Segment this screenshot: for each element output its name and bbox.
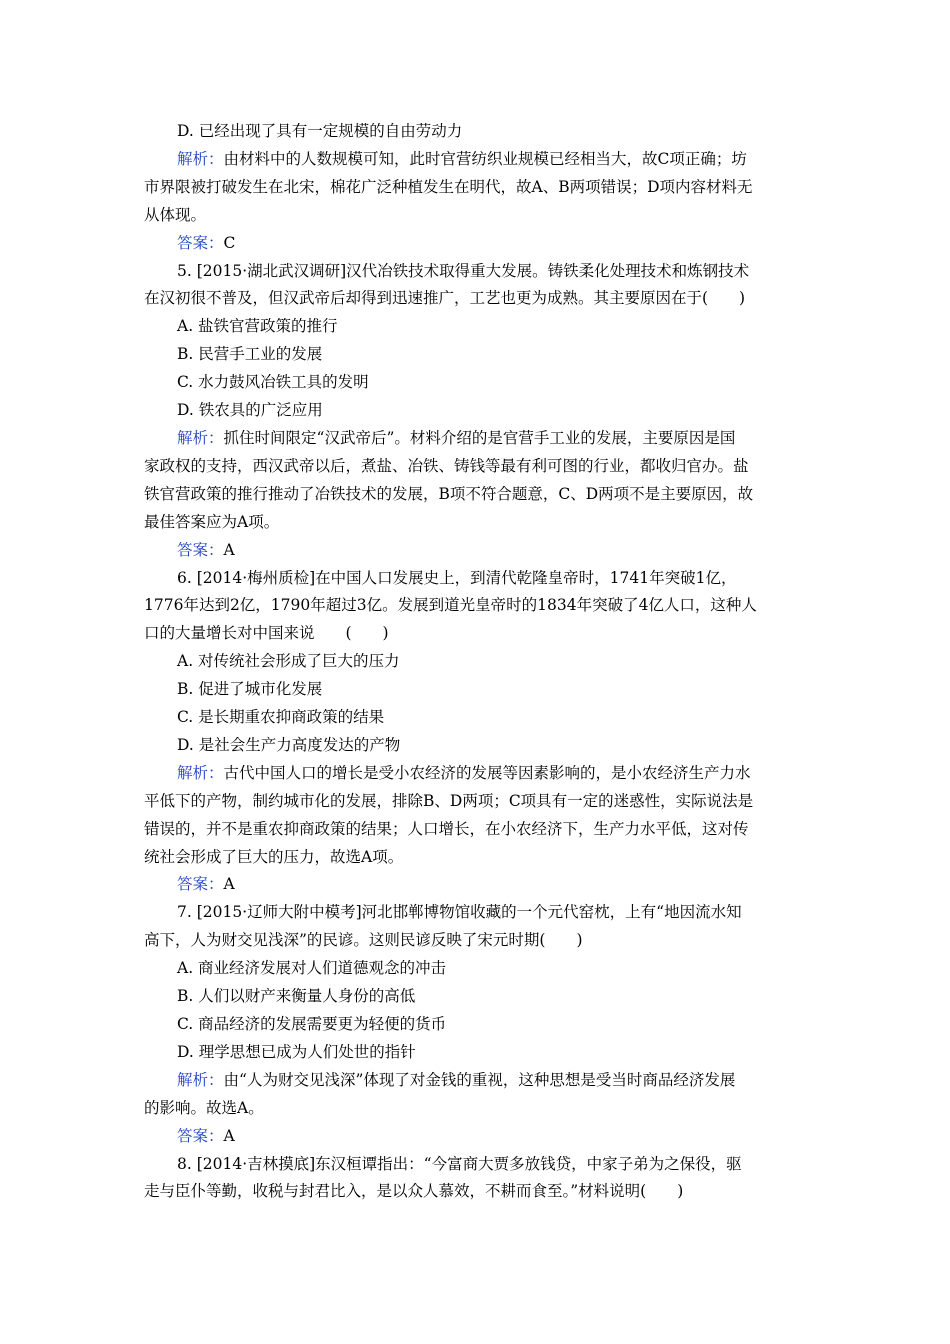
q7-option-c: C. 商品经济的发展需要更为轻便的货币: [177, 1015, 447, 1033]
q7-analysis-line: 的影响。故选A。: [144, 1098, 264, 1117]
q6-option-a: A. 对传统社会形成了巨大的压力: [177, 652, 400, 671]
q4-analysis-line: [144, 146, 804, 174]
q7-answer: [144, 1123, 804, 1151]
q6-answer: [144, 871, 804, 899]
q6-stem: 口的大量增长对中国来说 ( ): [144, 624, 389, 643]
q6-option-d: D. 是社会生产力高度发达的产物: [177, 735, 401, 754]
q5-analysis-line: [144, 425, 804, 453]
answer-label: 答案：: [177, 233, 224, 252]
q5-answer: [144, 537, 804, 565]
q4-analysis-line: 从体现。: [144, 205, 207, 224]
q5-stem: 5. [2015·湖北武汉调研]汉代冶铁技术取得重大发展。铸铁柔化处理技术和炼钢技术: [177, 261, 750, 280]
q5-analysis-line: 家政权的支持，西汉武帝以后，煮盐、冶铁、铸钱等最有利可图的行业，都收归官办。盐: [144, 456, 749, 475]
answer-value: A: [223, 540, 235, 559]
q7-analysis-line: [144, 1067, 804, 1095]
q6-analysis-line: 平低下的产物，制约城市化的发展，排除B、D两项；C项具有一定的迷惑性，实际说法是: [144, 791, 754, 810]
analysis-text: 抓住时间限定“汉武帝后”。材料介绍的是官营手工业的发展，主要原因是国: [223, 428, 736, 447]
analysis-label: 解析：: [177, 763, 224, 782]
q6-stem: 6. [2014·梅州质检]在中国人口发展史上，到清代乾隆皇帝时，1741年突破1亿，: [177, 568, 737, 587]
q8-stem: 8. [2014·吉林摸底]东汉桓谭指出：“今富商大贾多放钱贷，中家子弟为之保役，驱: [177, 1154, 742, 1173]
q5-option-b: B. 民营手工业的发展: [177, 345, 323, 364]
q4-option-d: D. 已经出现了具有一定规模的自由劳动力: [177, 122, 463, 140]
answer-label: 答案：: [177, 1126, 224, 1145]
q6-option-b: B. 促进了城市化发展: [177, 680, 323, 699]
q7-option-d: D. 理学思想已成为人们处世的指针: [177, 1042, 416, 1061]
q6-stem: 1776年达到2亿，1790年超过3亿。发展到道光皇帝时的1834年突破了4亿人口，这种人: [144, 596, 757, 615]
answer-label: 答案：: [177, 540, 224, 559]
q7-option-b: B. 人们以财产来衡量人身份的高低: [177, 987, 416, 1006]
analysis-text: 由“人为财交见浅深”体现了对金钱的重视，这种思想是受当时商品经济发展: [223, 1070, 736, 1089]
q5-analysis-line: 最佳答案应为A项。: [144, 512, 280, 531]
analysis-label: 解析：: [177, 1070, 224, 1089]
q5-option-c: C. 水力鼓风冶铁工具的发明: [177, 373, 369, 392]
q5-option-d: D. 铁农具的广泛应用: [177, 401, 323, 420]
question-content: [144, 118, 804, 1206]
answer-label: 答案：: [177, 875, 224, 894]
analysis-label: 解析：: [177, 149, 224, 168]
q5-stem: 在汉初很不普及，但汉武帝后却得到迅速推广，工艺也更为成熟。其主要原因在于( ): [144, 289, 746, 308]
answer-value: C: [223, 233, 236, 252]
q7-option-a: A. 商业经济发展对人们道德观念的冲击: [177, 959, 447, 978]
q5-option-a: A. 盐铁官营政策的推行: [177, 317, 338, 336]
q5-analysis-line: 铁官营政策的推行推动了冶铁技术的发展，B项不符合题意，C、D两项不是主要原因，故: [144, 484, 754, 503]
q6-analysis-line: [144, 760, 804, 788]
analysis-label: 解析：: [177, 428, 224, 447]
q4-answer: [144, 230, 804, 258]
answer-value: A: [223, 1126, 235, 1145]
analysis-text: 由材料中的人数规模可知，此时官营纺织业规模已经相当大，故C项正确；坊: [223, 149, 747, 168]
q6-option-c: C. 是长期重农抑商政策的结果: [177, 708, 385, 727]
q8-stem: 走与臣仆等勤，收税与封君比入，是以众人慕效，不耕而食至。”材料说明( ): [144, 1182, 684, 1201]
q7-stem: 7. [2015·辽师大附中模考]河北邯郸博物馆收藏的一个元代窑枕，上有“地因流水知: [177, 903, 742, 922]
q6-analysis-line: 统社会形成了巨大的压力，故选A项。: [144, 847, 404, 866]
answer-value: A: [223, 875, 235, 894]
q7-stem: 高下，人为财交见浅深”的民谚。这则民谚反映了宋元时期( ): [144, 931, 583, 950]
q4-analysis-line: 市界限被打破发生在北宋，棉花广泛种植发生在明代，故A、B两项错误；D项内容材料无: [144, 177, 753, 196]
analysis-text: 古代中国人口的增长是受小农经济的发展等因素影响的，是小农经济生产力水: [223, 763, 751, 782]
q6-analysis-line: 错误的，并不是重农抑商政策的结果；人口增长，在小农经济下，生产力水平低，这对传: [144, 819, 749, 838]
